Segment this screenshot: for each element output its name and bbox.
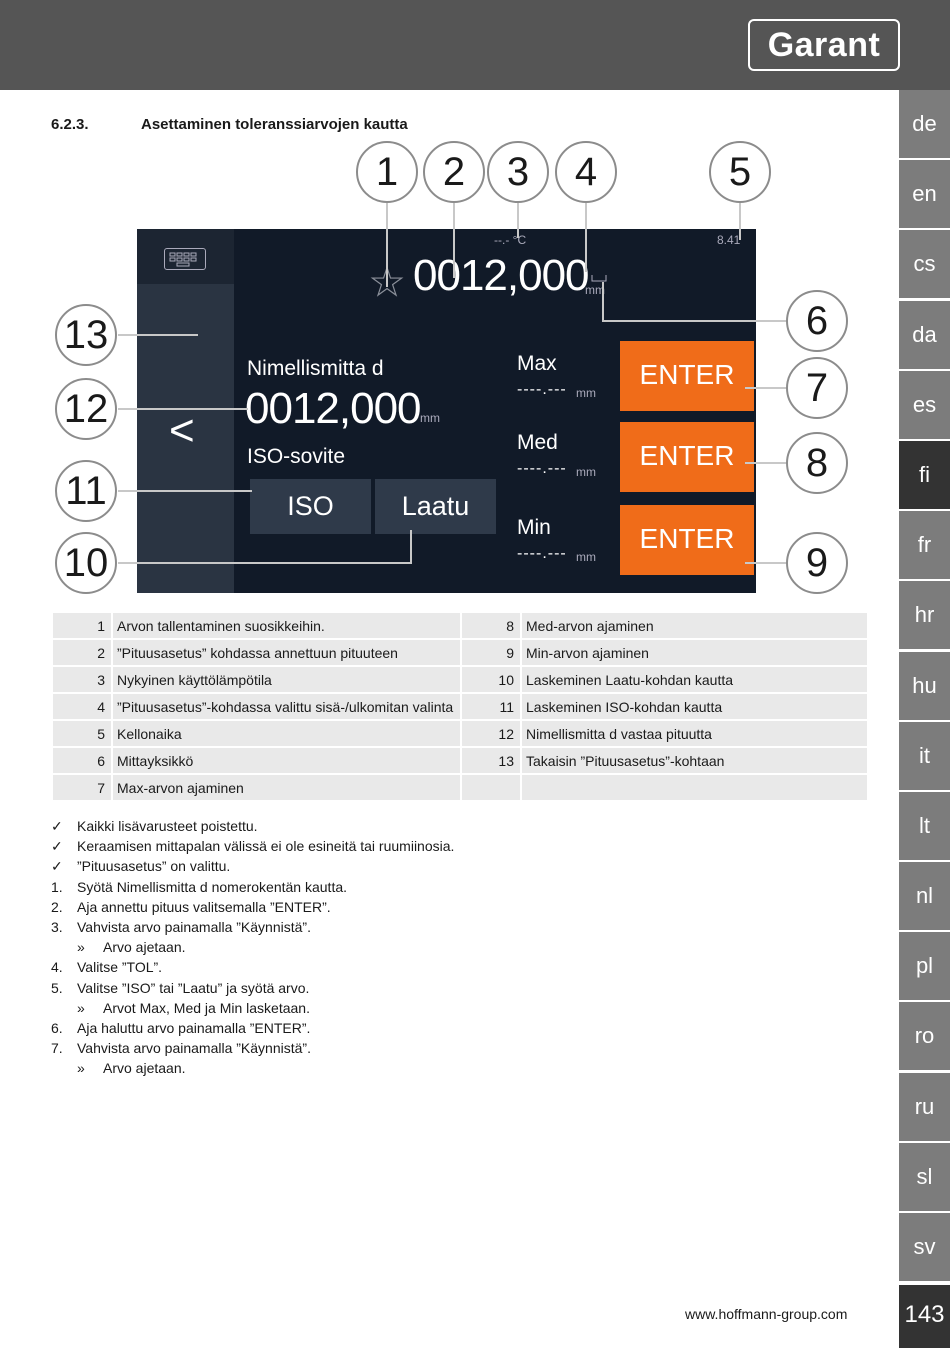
- callout-12: 12: [55, 378, 117, 440]
- table-row: [53, 721, 867, 746]
- max-unit: mm: [576, 386, 596, 400]
- laatu-button[interactable]: Laatu: [375, 479, 496, 534]
- footer-url[interactable]: www.hoffmann-group.com: [685, 1306, 848, 1322]
- step-marker: ✓: [51, 838, 63, 855]
- legend-number: 3: [53, 667, 111, 692]
- step-marker: 1.: [51, 878, 63, 895]
- list-item: [51, 998, 454, 1018]
- section-title: Asettaminen toleranssiarvojen kautta: [141, 116, 408, 133]
- language-tab-ru[interactable]: ru: [899, 1073, 950, 1141]
- min-value: ----.---: [517, 545, 567, 562]
- list-item: [51, 877, 454, 897]
- list-item: [51, 836, 454, 856]
- step-text: Arvo ajetaan.: [103, 939, 186, 956]
- step-text: Aja annettu pituus valitsemalla ”ENTER”.: [77, 898, 331, 915]
- list-item: [51, 1038, 454, 1058]
- step-marker: »: [77, 999, 85, 1016]
- step-text: Vahvista arvo painamalla ”Käynnistä”.: [77, 919, 311, 936]
- callout-4: 4: [555, 141, 617, 203]
- language-tab-lt[interactable]: lt: [899, 792, 950, 860]
- page-number: 143: [899, 1285, 950, 1348]
- med-value: ----.---: [517, 460, 567, 477]
- language-sidebar: [899, 90, 950, 1283]
- main-length-value: 0012,000: [413, 251, 589, 300]
- language-tab-nl[interactable]: nl: [899, 862, 950, 930]
- legend-number: 2: [53, 640, 111, 665]
- step-text: Valitse ”ISO” tai ”Laatu” ja syötä arvo.: [77, 979, 310, 996]
- legend-text: Nykyinen käyttölämpötila: [113, 667, 460, 692]
- legend-text: Laskeminen ISO-kohdan kautta: [522, 694, 867, 719]
- min-unit: mm: [576, 550, 596, 564]
- legend-number: 10: [462, 667, 520, 692]
- legend-text: [522, 775, 867, 800]
- language-tab-pl[interactable]: pl: [899, 932, 950, 1000]
- callout-8: 8: [786, 432, 848, 494]
- list-item: [51, 978, 454, 998]
- back-arrow-icon[interactable]: <: [169, 406, 195, 455]
- max-value: ----.---: [517, 381, 567, 398]
- legend-number: [462, 775, 520, 800]
- legend-number: 13: [462, 748, 520, 773]
- main-unit-label: mm: [585, 283, 605, 297]
- legend-text: ”Pituusasetus” kohdassa annettuun pituuteen: [113, 640, 460, 665]
- legend-text: Nimellismitta d vastaa pituutta: [522, 721, 867, 746]
- callout-10: 10: [55, 532, 117, 594]
- list-item: [51, 957, 454, 977]
- legend-text: ”Pituusasetus”-kohdassa valittu sisä-/ulkomitan valinta: [113, 694, 460, 719]
- step-marker: ✓: [51, 858, 63, 875]
- legend-text: Min-arvon ajaminen: [522, 640, 867, 665]
- legend-text: Kellonaika: [113, 721, 460, 746]
- legend-text: Max-arvon ajaminen: [113, 775, 460, 800]
- list-item: [51, 856, 454, 876]
- list-item: [51, 917, 454, 937]
- language-tab-en[interactable]: en: [899, 160, 950, 228]
- language-tab-fi[interactable]: fi: [899, 441, 950, 509]
- step-marker: 2.: [51, 898, 63, 915]
- med-unit: mm: [576, 465, 596, 479]
- table-row: [53, 775, 867, 800]
- list-item: [51, 1018, 454, 1038]
- step-text: Valitse ”TOL”.: [77, 959, 163, 976]
- callout-7: 7: [786, 357, 848, 419]
- step-marker: »: [77, 1060, 85, 1077]
- favorite-star-icon[interactable]: ★: [370, 262, 405, 304]
- legend-number: 6: [53, 748, 111, 773]
- table-row: [53, 694, 867, 719]
- list-item: [51, 1058, 454, 1078]
- callout-1: 1: [356, 141, 418, 203]
- callout-13: 13: [55, 304, 117, 366]
- max-enter-button[interactable]: ENTER: [620, 341, 754, 411]
- language-tab-hu[interactable]: hu: [899, 652, 950, 720]
- nominal-label: Nimellismitta d: [247, 357, 384, 380]
- legend-number: 12: [462, 721, 520, 746]
- callout-11: 11: [55, 460, 117, 522]
- step-text: Kaikki lisävarusteet poistettu.: [77, 818, 258, 834]
- legend-text: Med-arvon ajaminen: [522, 613, 867, 638]
- callout-6: 6: [786, 290, 848, 352]
- legend-number: 1: [53, 613, 111, 638]
- step-marker: »: [77, 939, 85, 956]
- list-item: [51, 937, 454, 957]
- legend-table: [51, 611, 869, 802]
- iso-fit-label: ISO-sovite: [247, 445, 346, 468]
- step-marker: 3.: [51, 919, 63, 936]
- clock-readout: 8.41: [717, 233, 741, 247]
- language-tab-hr[interactable]: hr: [899, 581, 950, 649]
- language-tab-sl[interactable]: sl: [899, 1143, 950, 1211]
- table-row: [53, 613, 867, 638]
- step-text: Keraamisen mittapalan välissä ei ole esineitä tai ruumiinosia.: [77, 838, 455, 855]
- legend-text: Takaisin ”Pituusasetus”-kohtaan: [522, 748, 867, 773]
- legend-text: Laskeminen Laatu-kohdan kautta: [522, 667, 867, 692]
- step-marker: 5.: [51, 979, 63, 996]
- max-label: Max: [517, 352, 557, 375]
- language-tab-fr[interactable]: fr: [899, 511, 950, 579]
- iso-button[interactable]: ISO: [250, 479, 371, 534]
- legend-number: 4: [53, 694, 111, 719]
- callout-9: 9: [786, 532, 848, 594]
- step-marker: ✓: [51, 818, 63, 834]
- callout-5: 5: [709, 141, 771, 203]
- language-tab-de[interactable]: de: [899, 90, 950, 158]
- min-label: Min: [517, 516, 551, 539]
- instruction-steps: [51, 816, 454, 1079]
- step-text: Arvot Max, Med ja Min lasketaan.: [103, 999, 310, 1016]
- legend-number: 7: [53, 775, 111, 800]
- step-text: Aja haluttu arvo painamalla ”ENTER”.: [77, 1020, 311, 1037]
- table-row: [53, 640, 867, 665]
- legend-text: Arvon tallentaminen suosikkeihin.: [113, 613, 460, 638]
- garant-logo: Garant: [748, 19, 900, 71]
- nominal-value[interactable]: 0012,000: [245, 384, 421, 433]
- list-item: [51, 816, 454, 836]
- step-marker: 6.: [51, 1020, 63, 1037]
- nominal-unit: mm: [420, 411, 440, 425]
- language-tab-cs[interactable]: cs: [899, 230, 950, 298]
- step-marker: 7.: [51, 1040, 63, 1057]
- legend-number: 11: [462, 694, 520, 719]
- legend-number: 9: [462, 640, 520, 665]
- med-enter-button[interactable]: ENTER: [620, 422, 754, 492]
- step-marker: 4.: [51, 959, 63, 976]
- legend-number: 8: [462, 613, 520, 638]
- step-text: Arvo ajetaan.: [103, 1060, 186, 1077]
- step-text: Syötä Nimellismitta d nomerokentän kautta.: [77, 878, 348, 895]
- legend-number: 5: [53, 721, 111, 746]
- language-tab-sv[interactable]: sv: [899, 1213, 950, 1281]
- callout-2: 2: [423, 141, 485, 203]
- table-row: [53, 748, 867, 773]
- min-enter-button[interactable]: ENTER: [620, 505, 754, 575]
- legend-text: Mittayksikkö: [113, 748, 460, 773]
- list-item: [51, 897, 454, 917]
- section-number: 6.2.3.: [51, 116, 89, 133]
- step-text: Vahvista arvo painamalla ”Käynnistä”.: [77, 1040, 311, 1057]
- temperature-readout: --.- °C: [494, 233, 527, 247]
- callout-3: 3: [487, 141, 549, 203]
- language-tab-da[interactable]: da: [899, 301, 950, 369]
- language-tab-es[interactable]: es: [899, 371, 950, 439]
- step-text: ”Pituusasetus” on valittu.: [77, 858, 231, 875]
- language-tab-it[interactable]: it: [899, 722, 950, 790]
- med-label: Med: [517, 431, 558, 454]
- language-tab-ro[interactable]: ro: [899, 1002, 950, 1070]
- table-row: [53, 667, 867, 692]
